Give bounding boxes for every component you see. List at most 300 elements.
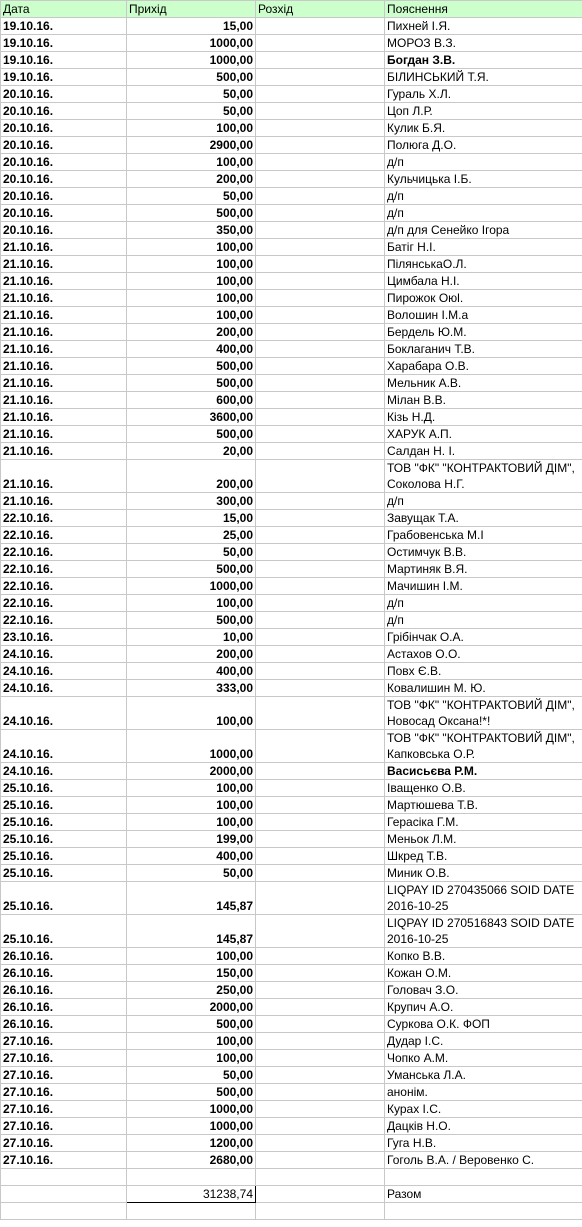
- income-cell[interactable]: 50,00: [127, 188, 256, 205]
- expense-cell[interactable]: [256, 595, 385, 612]
- note-cell[interactable]: Уманська Л.А.: [385, 1067, 582, 1084]
- note-cell[interactable]: Салдан Н. І.: [385, 443, 582, 460]
- expense-cell[interactable]: [256, 256, 385, 273]
- expense-cell[interactable]: [256, 1016, 385, 1033]
- date-cell[interactable]: 22.10.16.: [1, 561, 127, 578]
- expense-cell[interactable]: [256, 120, 385, 137]
- date-cell[interactable]: 20.10.16.: [1, 137, 127, 154]
- income-cell[interactable]: 100,00: [127, 290, 256, 307]
- expense-cell[interactable]: [256, 999, 385, 1016]
- note-cell[interactable]: Повх Є.В.: [385, 663, 582, 680]
- expense-cell[interactable]: [256, 426, 385, 443]
- total-amount-cell[interactable]: 31238,74: [127, 1186, 256, 1203]
- income-cell[interactable]: 2900,00: [127, 137, 256, 154]
- note-cell[interactable]: д/п: [385, 188, 582, 205]
- income-cell[interactable]: 100,00: [127, 239, 256, 256]
- note-cell[interactable]: д/п: [385, 612, 582, 629]
- column-header-income[interactable]: Прихід: [127, 1, 256, 18]
- table-row: [1, 612, 582, 629]
- table-row: [1, 680, 582, 697]
- date-cell[interactable]: 25.10.16.: [1, 814, 127, 831]
- expense-cell[interactable]: [256, 965, 385, 982]
- expense-cell[interactable]: [256, 188, 385, 205]
- income-cell[interactable]: 300,00: [127, 493, 256, 510]
- date-cell[interactable]: 22.10.16.: [1, 527, 127, 544]
- date-cell[interactable]: 26.10.16.: [1, 999, 127, 1016]
- expense-cell[interactable]: [256, 1101, 385, 1118]
- income-cell[interactable]: 3600,00: [127, 409, 256, 426]
- table-row: [1, 460, 582, 493]
- note-cell[interactable]: анонім.: [385, 1084, 582, 1101]
- expense-cell[interactable]: [256, 1118, 385, 1135]
- date-cell[interactable]: 20.10.16.: [1, 103, 127, 120]
- income-cell[interactable]: 1200,00: [127, 1135, 256, 1152]
- note-cell[interactable]: Завущак Т.А.: [385, 510, 582, 527]
- date-cell[interactable]: 19.10.16.: [1, 52, 127, 69]
- income-cell[interactable]: 400,00: [127, 341, 256, 358]
- note-cell[interactable]: Головач З.О.: [385, 982, 582, 999]
- income-cell[interactable]: 500,00: [127, 561, 256, 578]
- table-row: [1, 409, 582, 426]
- expense-cell[interactable]: [256, 612, 385, 629]
- date-cell[interactable]: 26.10.16.: [1, 965, 127, 982]
- expense-cell[interactable]: [256, 137, 385, 154]
- income-cell[interactable]: 1000,00: [127, 730, 256, 763]
- date-cell[interactable]: 27.10.16.: [1, 1084, 127, 1101]
- expense-cell[interactable]: [256, 86, 385, 103]
- date-cell[interactable]: 21.10.16.: [1, 273, 127, 290]
- income-cell[interactable]: 400,00: [127, 663, 256, 680]
- note-cell[interactable]: Копко В.В.: [385, 948, 582, 965]
- income-cell[interactable]: 1000,00: [127, 52, 256, 69]
- note-cell[interactable]: Пихней І.Я.: [385, 18, 582, 35]
- table-row: [1, 1084, 582, 1101]
- note-cell[interactable]: Гураль Х.Л.: [385, 86, 582, 103]
- expense-cell[interactable]: [256, 982, 385, 999]
- note-cell[interactable]: Шкред Т.В.: [385, 848, 582, 865]
- table-row: [1, 982, 582, 999]
- expense-cell[interactable]: [256, 680, 385, 697]
- note-cell[interactable]: Крупич А.О.: [385, 999, 582, 1016]
- income-cell[interactable]: 50,00: [127, 544, 256, 561]
- income-cell[interactable]: 145,87: [127, 915, 256, 948]
- expense-cell[interactable]: [256, 307, 385, 324]
- table-row: [1, 120, 582, 137]
- date-cell[interactable]: 25.10.16.: [1, 865, 127, 882]
- table-row: [1, 426, 582, 443]
- note-cell[interactable]: Меньок Л.М.: [385, 831, 582, 848]
- date-cell[interactable]: 27.10.16.: [1, 1135, 127, 1152]
- date-cell[interactable]: 21.10.16.: [1, 392, 127, 409]
- expense-cell[interactable]: [256, 443, 385, 460]
- expense-cell[interactable]: [256, 763, 385, 780]
- note-cell[interactable]: Цоп Л.Р.: [385, 103, 582, 120]
- date-cell[interactable]: 26.10.16.: [1, 948, 127, 965]
- expense-cell[interactable]: [256, 1135, 385, 1152]
- income-cell[interactable]: 1000,00: [127, 35, 256, 52]
- note-cell[interactable]: д/п для Сенейко Ігора: [385, 222, 582, 239]
- table-row: [1, 1050, 582, 1067]
- table-row: [1, 1135, 582, 1152]
- column-header-date[interactable]: Дата: [1, 1, 127, 18]
- table-row: [1, 171, 582, 188]
- date-cell[interactable]: 21.10.16.: [1, 460, 127, 493]
- date-cell[interactable]: 21.10.16.: [1, 324, 127, 341]
- date-cell[interactable]: 20.10.16.: [1, 171, 127, 188]
- note-cell[interactable]: ПілянськаО.Л.: [385, 256, 582, 273]
- date-cell[interactable]: 22.10.16.: [1, 595, 127, 612]
- date-cell[interactable]: 25.10.16.: [1, 797, 127, 814]
- note-cell[interactable]: Іващенко О.В.: [385, 780, 582, 797]
- income-cell[interactable]: 150,00: [127, 965, 256, 982]
- note-cell[interactable]: Цимбала Н.І.: [385, 273, 582, 290]
- note-cell[interactable]: Суркова О.К. ФОП: [385, 1016, 582, 1033]
- expense-cell[interactable]: [256, 154, 385, 171]
- date-cell[interactable]: 24.10.16.: [1, 663, 127, 680]
- income-cell[interactable]: 2680,00: [127, 1152, 256, 1169]
- date-cell[interactable]: 21.10.16.: [1, 307, 127, 324]
- date-cell[interactable]: 27.10.16.: [1, 1118, 127, 1135]
- expense-cell[interactable]: [256, 392, 385, 409]
- date-cell[interactable]: 26.10.16.: [1, 1016, 127, 1033]
- table-row: [1, 222, 582, 239]
- income-cell[interactable]: 100,00: [127, 273, 256, 290]
- cell[interactable]: [1, 1203, 127, 1220]
- income-cell[interactable]: 100,00: [127, 595, 256, 612]
- note-cell[interactable]: Волошин І.М.а: [385, 307, 582, 324]
- expense-cell[interactable]: [256, 797, 385, 814]
- table-row: [1, 865, 582, 882]
- income-cell[interactable]: 199,00: [127, 831, 256, 848]
- table-row: [1, 375, 582, 392]
- expense-cell[interactable]: [256, 290, 385, 307]
- income-cell[interactable]: 100,00: [127, 154, 256, 171]
- date-cell[interactable]: 25.10.16.: [1, 915, 127, 948]
- note-cell[interactable]: Кізь Н.Д.: [385, 409, 582, 426]
- date-cell[interactable]: 21.10.16.: [1, 443, 127, 460]
- date-cell[interactable]: 25.10.16.: [1, 882, 127, 915]
- income-cell[interactable]: 15,00: [127, 18, 256, 35]
- income-cell[interactable]: 2000,00: [127, 999, 256, 1016]
- expense-cell[interactable]: [256, 663, 385, 680]
- income-cell[interactable]: 200,00: [127, 460, 256, 493]
- table-row: [1, 35, 582, 52]
- total-label-cell[interactable]: Разом: [385, 1186, 582, 1203]
- note-cell[interactable]: Богдан З.В.: [385, 52, 582, 69]
- note-cell[interactable]: Пирожок Оюl.: [385, 290, 582, 307]
- note-cell[interactable]: Харабара О.В.: [385, 358, 582, 375]
- income-cell[interactable]: 1000,00: [127, 1118, 256, 1135]
- expense-cell[interactable]: [256, 1084, 385, 1101]
- income-cell[interactable]: 50,00: [127, 86, 256, 103]
- date-cell[interactable]: 27.10.16.: [1, 1050, 127, 1067]
- income-cell[interactable]: 200,00: [127, 646, 256, 663]
- table-row: [1, 697, 582, 730]
- date-cell[interactable]: 24.10.16.: [1, 697, 127, 730]
- note-cell[interactable]: Грібінчак О.А.: [385, 629, 582, 646]
- date-cell[interactable]: 20.10.16.: [1, 154, 127, 171]
- expense-cell[interactable]: [256, 510, 385, 527]
- cell[interactable]: [385, 1169, 582, 1186]
- note-cell[interactable]: ХАРУК А.П.: [385, 426, 582, 443]
- note-cell[interactable]: Кожан О.М.: [385, 965, 582, 982]
- expense-cell[interactable]: [256, 865, 385, 882]
- note-cell[interactable]: Грабовенська М.І: [385, 527, 582, 544]
- table-row: [1, 103, 582, 120]
- note-cell[interactable]: д/п: [385, 154, 582, 171]
- income-cell[interactable]: 100,00: [127, 1050, 256, 1067]
- date-cell[interactable]: 21.10.16.: [1, 409, 127, 426]
- income-cell[interactable]: 500,00: [127, 612, 256, 629]
- income-cell[interactable]: 100,00: [127, 307, 256, 324]
- income-cell[interactable]: 400,00: [127, 848, 256, 865]
- date-cell[interactable]: 24.10.16.: [1, 680, 127, 697]
- expense-cell[interactable]: [256, 882, 385, 915]
- income-cell[interactable]: 500,00: [127, 375, 256, 392]
- date-cell[interactable]: 19.10.16.: [1, 35, 127, 52]
- income-cell[interactable]: 100,00: [127, 1033, 256, 1050]
- income-cell[interactable]: 100,00: [127, 120, 256, 137]
- income-cell[interactable]: 100,00: [127, 780, 256, 797]
- cell[interactable]: [1, 1169, 127, 1186]
- expense-cell[interactable]: [256, 629, 385, 646]
- income-cell[interactable]: 50,00: [127, 865, 256, 882]
- note-cell[interactable]: Батіг Н.І.: [385, 239, 582, 256]
- note-cell[interactable]: д/п: [385, 493, 582, 510]
- expense-cell[interactable]: [256, 69, 385, 86]
- expense-cell[interactable]: [256, 222, 385, 239]
- expense-cell[interactable]: [256, 848, 385, 865]
- table-row: [1, 948, 582, 965]
- expense-cell[interactable]: [256, 409, 385, 426]
- date-cell[interactable]: 21.10.16.: [1, 426, 127, 443]
- note-cell[interactable]: д/п: [385, 595, 582, 612]
- date-cell[interactable]: 20.10.16.: [1, 120, 127, 137]
- table-row: [1, 646, 582, 663]
- note-cell[interactable]: Кулик Б.Я.: [385, 120, 582, 137]
- date-cell[interactable]: 24.10.16.: [1, 730, 127, 763]
- note-cell[interactable]: ТОВ "ФК" "КОНТРАКТОВИЙ ДІМ", Новосад Оксана!*!: [385, 697, 582, 730]
- expense-cell[interactable]: [256, 948, 385, 965]
- income-cell[interactable]: 200,00: [127, 324, 256, 341]
- note-cell[interactable]: Полюга Д.О.: [385, 137, 582, 154]
- expense-cell[interactable]: [256, 239, 385, 256]
- note-cell[interactable]: Ковалишин М. Ю.: [385, 680, 582, 697]
- income-cell[interactable]: 100,00: [127, 797, 256, 814]
- expense-cell[interactable]: [256, 730, 385, 763]
- date-cell[interactable]: 27.10.16.: [1, 1152, 127, 1169]
- cell[interactable]: [385, 1203, 582, 1220]
- expense-cell[interactable]: [256, 52, 385, 69]
- expense-cell[interactable]: [256, 814, 385, 831]
- income-cell[interactable]: 100,00: [127, 814, 256, 831]
- income-cell[interactable]: 100,00: [127, 948, 256, 965]
- date-cell[interactable]: 27.10.16.: [1, 1033, 127, 1050]
- date-cell[interactable]: 20.10.16.: [1, 222, 127, 239]
- expense-cell[interactable]: [256, 1152, 385, 1169]
- expense-cell[interactable]: [256, 324, 385, 341]
- note-cell[interactable]: Бердель Ю.М.: [385, 324, 582, 341]
- expense-cell[interactable]: [256, 171, 385, 188]
- expense-cell[interactable]: [256, 493, 385, 510]
- note-cell[interactable]: Мельник А.В.: [385, 375, 582, 392]
- note-cell[interactable]: Дацків Н.О.: [385, 1118, 582, 1135]
- date-cell[interactable]: 21.10.16.: [1, 341, 127, 358]
- expense-cell[interactable]: [256, 544, 385, 561]
- expense-cell[interactable]: [256, 527, 385, 544]
- income-cell[interactable]: 20,00: [127, 443, 256, 460]
- income-cell[interactable]: 50,00: [127, 103, 256, 120]
- note-cell[interactable]: Мачишин І.М.: [385, 578, 582, 595]
- note-cell[interactable]: Мілан В.В.: [385, 392, 582, 409]
- cell[interactable]: [127, 1169, 256, 1186]
- note-cell[interactable]: МОРОЗ В.З.: [385, 35, 582, 52]
- table-row: [1, 18, 582, 35]
- date-cell[interactable]: 20.10.16.: [1, 205, 127, 222]
- column-header-note[interactable]: Пояснення: [385, 1, 582, 18]
- date-cell[interactable]: 19.10.16.: [1, 69, 127, 86]
- date-cell[interactable]: 22.10.16.: [1, 612, 127, 629]
- date-cell[interactable]: 27.10.16.: [1, 1101, 127, 1118]
- note-cell[interactable]: Гоголь В.А. / Веровенко С.: [385, 1152, 582, 1169]
- income-cell[interactable]: 25,00: [127, 527, 256, 544]
- income-cell[interactable]: 50,00: [127, 1067, 256, 1084]
- table-row: [1, 965, 582, 982]
- expense-cell[interactable]: [256, 1050, 385, 1067]
- expense-cell[interactable]: [256, 375, 385, 392]
- date-cell[interactable]: 22.10.16.: [1, 510, 127, 527]
- date-cell[interactable]: 20.10.16.: [1, 86, 127, 103]
- date-cell[interactable]: 22.10.16.: [1, 578, 127, 595]
- note-cell[interactable]: Герасіка Г.М.: [385, 814, 582, 831]
- total-row: [1, 1186, 582, 1203]
- date-cell[interactable]: 23.10.16.: [1, 629, 127, 646]
- cell[interactable]: [256, 1169, 385, 1186]
- note-cell[interactable]: Гуга Н.В.: [385, 1135, 582, 1152]
- cell[interactable]: [256, 1203, 385, 1220]
- income-cell[interactable]: 1000,00: [127, 1101, 256, 1118]
- table-row: [1, 797, 582, 814]
- expense-cell[interactable]: [256, 780, 385, 797]
- date-cell[interactable]: 21.10.16.: [1, 358, 127, 375]
- income-cell[interactable]: 500,00: [127, 426, 256, 443]
- income-cell[interactable]: 100,00: [127, 256, 256, 273]
- expense-cell[interactable]: [256, 578, 385, 595]
- date-cell[interactable]: 19.10.16.: [1, 18, 127, 35]
- column-header-expense[interactable]: Розхід: [256, 1, 385, 18]
- income-cell[interactable]: 10,00: [127, 629, 256, 646]
- cell[interactable]: [127, 1203, 256, 1220]
- expense-cell[interactable]: [256, 1067, 385, 1084]
- income-cell[interactable]: 500,00: [127, 1016, 256, 1033]
- date-cell[interactable]: 27.10.16.: [1, 1067, 127, 1084]
- income-cell[interactable]: 1000,00: [127, 578, 256, 595]
- expense-cell[interactable]: [256, 205, 385, 222]
- expense-cell[interactable]: [256, 561, 385, 578]
- expense-cell[interactable]: [256, 646, 385, 663]
- income-cell[interactable]: 250,00: [127, 982, 256, 999]
- income-cell[interactable]: 333,00: [127, 680, 256, 697]
- note-cell[interactable]: Курах І.С.: [385, 1101, 582, 1118]
- income-cell[interactable]: 350,00: [127, 222, 256, 239]
- date-cell[interactable]: 24.10.16.: [1, 763, 127, 780]
- cell[interactable]: [256, 1186, 385, 1203]
- table-row: [1, 814, 582, 831]
- income-cell[interactable]: 2000,00: [127, 763, 256, 780]
- date-cell[interactable]: 21.10.16.: [1, 375, 127, 392]
- income-cell[interactable]: 145,87: [127, 882, 256, 915]
- note-cell[interactable]: Чопко А.М.: [385, 1050, 582, 1067]
- table-row: [1, 730, 582, 763]
- table-row: [1, 663, 582, 680]
- expense-cell[interactable]: [256, 103, 385, 120]
- income-cell[interactable]: 100,00: [127, 697, 256, 730]
- note-cell[interactable]: ТОВ "ФК" "КОНТРАКТОВИЙ ДІМ", Капковська О.Р.: [385, 730, 582, 763]
- date-cell[interactable]: 25.10.16.: [1, 831, 127, 848]
- date-cell[interactable]: 26.10.16.: [1, 982, 127, 999]
- expense-cell[interactable]: [256, 1033, 385, 1050]
- note-cell[interactable]: Астахов О.О.: [385, 646, 582, 663]
- expense-cell[interactable]: [256, 341, 385, 358]
- table-row: [1, 205, 582, 222]
- income-cell[interactable]: 15,00: [127, 510, 256, 527]
- expense-cell[interactable]: [256, 697, 385, 730]
- expense-cell[interactable]: [256, 460, 385, 493]
- note-cell[interactable]: LIQPAY ID 270516843 SOID DATE 2016-10-25: [385, 915, 582, 948]
- note-cell[interactable]: Боклаганич Т.В.: [385, 341, 582, 358]
- note-cell[interactable]: Миник О.В.: [385, 865, 582, 882]
- table-row: [1, 527, 582, 544]
- date-cell[interactable]: 21.10.16.: [1, 290, 127, 307]
- note-cell[interactable]: Мартиняк В.Я.: [385, 561, 582, 578]
- cell[interactable]: [1, 1186, 127, 1203]
- note-cell[interactable]: д/п: [385, 205, 582, 222]
- table-row: [1, 392, 582, 409]
- income-cell[interactable]: 500,00: [127, 1084, 256, 1101]
- income-cell[interactable]: 200,00: [127, 171, 256, 188]
- expense-cell[interactable]: [256, 273, 385, 290]
- date-cell[interactable]: 25.10.16.: [1, 780, 127, 797]
- expense-cell[interactable]: [256, 35, 385, 52]
- date-cell[interactable]: 22.10.16.: [1, 544, 127, 561]
- income-cell[interactable]: 500,00: [127, 205, 256, 222]
- expense-cell[interactable]: [256, 915, 385, 948]
- date-cell[interactable]: 25.10.16.: [1, 848, 127, 865]
- note-cell[interactable]: Мартюшева Т.В.: [385, 797, 582, 814]
- date-cell[interactable]: 21.10.16.: [1, 239, 127, 256]
- expense-cell[interactable]: [256, 358, 385, 375]
- note-cell[interactable]: БІЛИНСЬКИЙ Т.Я.: [385, 69, 582, 86]
- date-cell[interactable]: 20.10.16.: [1, 188, 127, 205]
- note-cell[interactable]: LIQPAY ID 270435066 SOID DATE 2016-10-25: [385, 882, 582, 915]
- note-cell[interactable]: ТОВ "ФК" "КОНТРАКТОВИЙ ДІМ", Соколова Н.Г.: [385, 460, 582, 493]
- date-cell[interactable]: 21.10.16.: [1, 256, 127, 273]
- income-cell[interactable]: 500,00: [127, 358, 256, 375]
- date-cell[interactable]: 21.10.16.: [1, 493, 127, 510]
- income-cell[interactable]: 500,00: [127, 69, 256, 86]
- expense-cell[interactable]: [256, 831, 385, 848]
- table-row: [1, 578, 582, 595]
- note-cell[interactable]: Остимчук В.В.: [385, 544, 582, 561]
- table-row: [1, 256, 582, 273]
- note-cell[interactable]: Васисьєва Р.М.: [385, 763, 582, 780]
- expense-cell[interactable]: [256, 18, 385, 35]
- date-cell[interactable]: 24.10.16.: [1, 646, 127, 663]
- note-cell[interactable]: Дудар І.С.: [385, 1033, 582, 1050]
- table-row: [1, 848, 582, 865]
- income-cell[interactable]: 600,00: [127, 392, 256, 409]
- note-cell[interactable]: Кульчицька І.Б.: [385, 171, 582, 188]
